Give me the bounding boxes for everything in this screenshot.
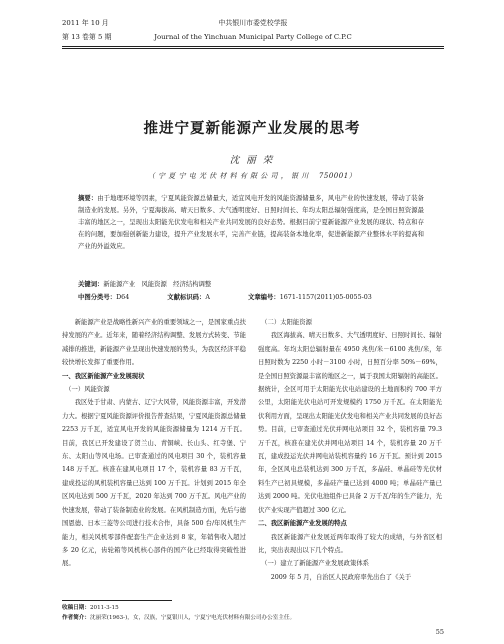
footnote-author xyxy=(62,613,444,623)
body-column-right xyxy=(258,316,442,584)
section-heading: 二、我区新能源产业发展的特点 xyxy=(258,520,347,528)
abstract-line: 强度高，是全国日照资源最丰富的地区之一，呈现出太阳能光伏发电和相关产业共同发展的良好态势。根据 xyxy=(78,207,424,226)
subsection-heading: （二）太阳能资源 xyxy=(261,319,312,326)
author-name: 沈 丽 荣 xyxy=(229,155,275,166)
article-number-group xyxy=(248,294,390,301)
keywords-text: 新能源产业 风能资源 经济结构调整 xyxy=(103,281,212,288)
author-affiliation: （ 宁 夏 宁 电 光 伏 材 料 有 限 公 司 ， 银 川 750001） xyxy=(147,172,357,180)
author-bio: 沈丽荣(1963-)，女，汉族，宁夏银川人，宁夏宁电光伏材料有限公司办公室主任。 xyxy=(89,615,296,621)
doc-code-label: 文献标识码： xyxy=(167,294,206,301)
article-number-label: 文章编号： xyxy=(247,294,280,301)
article-title: 推进宁夏新能源产业发展的思考 xyxy=(143,121,361,137)
keywords xyxy=(78,279,424,291)
header-row-1 xyxy=(62,16,444,30)
abstract-line: 由于地理环境等因素，宁夏风能资源总储量大，适宜风电开发的风能资源储量多，风电产业的快速发 xyxy=(97,195,380,202)
keywords-label: 关键词： xyxy=(78,281,104,288)
issue-number: 第 13 卷第 5 期 xyxy=(62,33,112,41)
abstract-line: 展，带动了装备制造业的发展。另外，宁夏海拔高、晴天日数多、大气透明度好、日照时间长、年均太阳总辐射 xyxy=(78,195,424,214)
issue-date: 2011 年 10 月 xyxy=(62,19,109,27)
paragraph: 我区处于甘肃、内蒙古、辽宁大风带，风能资源丰富，开发潜力大。根据宁夏风能资源评价报告普查结果，宁夏风能资源总储量 2253 万千瓦，适宜风电开发的风能资源储量为 1214 万千瓦。目前，我区已开发建设了贺兰山、青铜峡、长山头、红寺堡、宁东、太阳山等风电场。已审查通过的风电项目 30 个，装机容量 148 万千瓦。核准在建风电项目 17 个，装机容量 83 万千瓦，建成投运的风机装机容量已达到 100 万千瓦。计划到 2015 年全区风电达到 500 万千瓦，2020 年达到 700 万千瓦。风电产业的快速发展，带动了装备制造业的发展。在风机制造方面，先后与德国恩德、日本三菱等公司进行技术合作，具备 500 台/年风机生产能力，相关风机零部件配套生产企业达到 8 家，年销售收入超过多 20 亿元，齿轮箱等风机核心部件的国产化已经取得突破性进展。 xyxy=(62,399,246,568)
received-label: 收稿日期： xyxy=(62,605,90,611)
page-number: 55 xyxy=(435,628,444,636)
received-date: 2011-3-15 xyxy=(89,605,119,611)
footnote-received xyxy=(62,603,444,613)
section-heading: 一、我区新能源产业发展现状 xyxy=(62,372,145,380)
abstract xyxy=(78,193,424,253)
abstract-line: 链，提高装备本地化率，促进新能源产业整体水平的提高和产业的外溢效应。 xyxy=(78,231,424,250)
journal-header xyxy=(62,16,444,46)
header-divider xyxy=(62,46,444,47)
doc-group xyxy=(167,294,228,301)
article-number-value: 1671-1157(2011)05-0055-03 xyxy=(279,294,372,301)
clc-value: D64 xyxy=(116,294,130,301)
paragraph: 我区新能源产业发展近两年取得了较大的成绩，与外省区相比，突出表现出以下几个特点。 xyxy=(258,533,442,554)
header-divider-thin xyxy=(62,48,444,49)
clc-group xyxy=(78,294,147,301)
header-row-2 xyxy=(62,30,444,44)
paragraph: 2009 年 5 月，自治区人民政府率先出台了《关于 xyxy=(270,573,412,581)
subsection-heading: （一）建立了新能源产业发展政策体系 xyxy=(261,560,370,568)
footnote-divider xyxy=(62,600,172,601)
abstract-line: 目前宁夏新能源产业发展的现状、特点和存在的问题，要加强创新能力建设，提升产业发展水平，完善产业 xyxy=(78,219,424,238)
clc-label: 中图分类号： xyxy=(78,294,117,301)
body-column-left xyxy=(62,316,246,571)
paragraph: 我区海拔高、晴天日数多、大气透明度好、日照时间长、辐射强度高。年均太阳总辐射量在 4950 兆焦/米－6100 兆焦/米，年日照时数为 2250 小时－3100 小时，日照百分率 50%－69%，是全国日照资源最丰富的地区之一，属于我国太阳辐射的高能区。据统计，全区可用于太阳能光伏电站建设的土地面积约 700 平方公里，太阳能光伏电站可开发规模约 1750 万千瓦。在太阳能光伏利用方面，呈现出太阳能光伏发电和相关产业共同发展的良好态势。目前，已审查通过光伏并网电站项目 32 个，装机容量 79.3 万千瓦，核准在建光伏并网电站项目 14 个，装机容量 20 万千瓦，建成投运光伏并网电站装机容量约 16 万千瓦。预计到 2015 年，全区风电总装机达到 300 万千瓦，多晶硅、单晶硅等光伏材料生产已初具规模，多晶硅产量已达到 4000 吨；单晶硅产量已达到 2000 吨。光伏电池组件已具备 2 万千瓦/年的生产能力，光伏产业实现产值超过 300 亿元。 xyxy=(258,332,442,514)
doc-code-value: A xyxy=(205,294,210,301)
subsection-heading: （一）风能资源 xyxy=(65,386,110,394)
journal-name-en: Journal of the Yinchuan Municipal Party College of C.P.C xyxy=(154,33,352,41)
abstract-label: 摘要： xyxy=(78,195,98,202)
paragraph: 新能源产业是战略性新兴产业的重要领域之一，是国家重点扶持发展的产业。近年来，随着经济结构调整、发展方式转变、节能减排的推进，新能源产业呈现出快速发展的势头，为我区经济平稳较快增长发挥了重要作用。 xyxy=(62,319,246,367)
classification-line xyxy=(78,292,424,304)
author-bio-label: 作者简介： xyxy=(62,615,90,621)
journal-name-cn: 中共银川市委党校学报 xyxy=(218,19,288,27)
